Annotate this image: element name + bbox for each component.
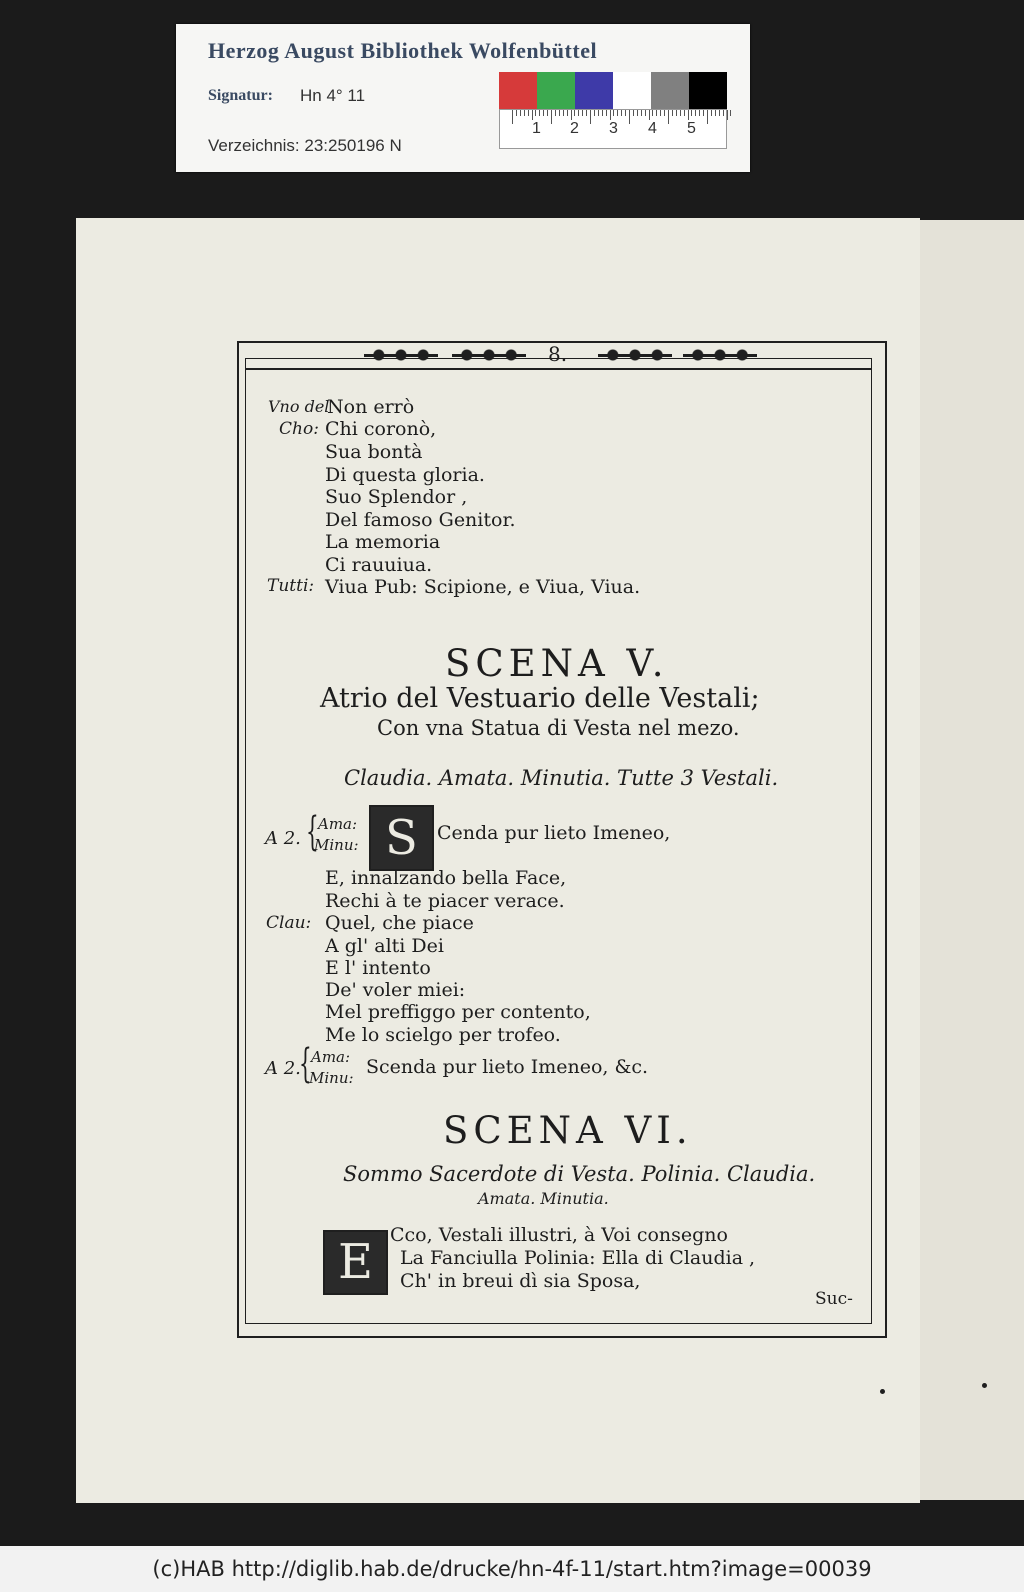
ruler-tick bbox=[707, 110, 708, 124]
verse-line: Del famoso Genitor. bbox=[325, 509, 516, 531]
ornament-icon bbox=[364, 344, 438, 366]
ruler-tick bbox=[582, 110, 583, 116]
speaker-label: Tutti: bbox=[267, 576, 315, 596]
ruler-tick bbox=[668, 110, 669, 124]
ornament-icon bbox=[683, 344, 757, 366]
verse-line: Chi coronò, bbox=[325, 418, 437, 440]
scale-number: 3 bbox=[609, 120, 618, 137]
ruler-tick bbox=[727, 110, 728, 120]
speaker-label: Minu: bbox=[309, 1069, 354, 1087]
ruler-tick bbox=[551, 110, 552, 124]
scale-number: 1 bbox=[532, 120, 541, 137]
ruler-tick bbox=[676, 110, 677, 116]
scene-title: SCENA V. bbox=[445, 642, 669, 685]
ruler-tick bbox=[578, 110, 579, 116]
ruler-tick bbox=[594, 110, 595, 116]
ruler-tick bbox=[571, 110, 572, 120]
ruler-tick bbox=[539, 110, 540, 116]
ruler-tick bbox=[574, 110, 575, 116]
ruler-tick bbox=[629, 110, 630, 124]
ruler-tick bbox=[691, 110, 692, 116]
speaker-label: Ama: bbox=[318, 815, 358, 833]
decorated-initial-s: S bbox=[369, 805, 434, 871]
ruler-tick bbox=[543, 110, 544, 116]
scene-subtitle: Atrio del Vestuario delle Vestali; bbox=[320, 683, 760, 714]
ruler-tick bbox=[606, 110, 607, 116]
ornament-icon bbox=[452, 344, 526, 366]
facing-page-edge bbox=[920, 220, 1024, 1500]
header-rule bbox=[245, 368, 872, 370]
swatch-blue bbox=[575, 72, 613, 109]
ruler-tick bbox=[512, 110, 513, 124]
scene-characters: Claudia. Amata. Minutia. Tutte 3 Vestali. bbox=[344, 766, 779, 790]
ruler-tick bbox=[563, 110, 564, 116]
ruler-tick bbox=[613, 110, 614, 116]
ruler-tick bbox=[535, 110, 536, 116]
ruler-tick bbox=[688, 110, 689, 120]
color-calibration-swatches bbox=[499, 72, 727, 109]
ruler-tick bbox=[703, 110, 704, 116]
swatch-black bbox=[689, 72, 727, 109]
ruler-tick bbox=[637, 110, 638, 116]
decorated-initial-e: E bbox=[323, 1230, 388, 1295]
signatur-value: Hn 4° 11 bbox=[300, 86, 366, 105]
ruler-tick bbox=[664, 110, 665, 116]
verse-line: Mel preffiggo per contento, bbox=[325, 1001, 591, 1023]
ruler-tick bbox=[625, 110, 626, 116]
swatch-white bbox=[613, 72, 651, 109]
speaker-label: Cho: bbox=[279, 419, 319, 439]
ruler-tick bbox=[649, 110, 650, 120]
ruler-tick bbox=[695, 110, 696, 116]
ruler-tick bbox=[660, 110, 661, 116]
verse-line: De' voler miei: bbox=[325, 979, 466, 1001]
verse-line: A gl' alti Dei bbox=[325, 935, 444, 957]
verse-line: E, innalzando bella Face, bbox=[325, 867, 567, 889]
speaker-label: A 2. bbox=[265, 828, 301, 849]
library-name: Herzog August Bibliothek Wolfenbüttel bbox=[208, 38, 598, 63]
speaker-label: A 2. bbox=[265, 1058, 301, 1079]
ruler-tick bbox=[723, 110, 724, 116]
speaker-label: Ama: bbox=[311, 1048, 351, 1066]
verse-line: La Fanciulla Polinia: Ella di Claudia , bbox=[400, 1247, 756, 1269]
ruler-tick bbox=[520, 110, 521, 116]
verse-line: La memoria bbox=[325, 531, 441, 553]
swatch-green bbox=[537, 72, 575, 109]
ruler-tick bbox=[567, 110, 568, 116]
verse-line: Di questa gloria. bbox=[325, 464, 485, 486]
verse-line: Me lo scielgo per trofeo. bbox=[325, 1024, 561, 1046]
ruler-tick bbox=[715, 110, 716, 116]
ruler-tick bbox=[590, 110, 591, 124]
ruler-tick bbox=[699, 110, 700, 116]
ruler-tick bbox=[719, 110, 720, 116]
scale-number: 2 bbox=[570, 120, 579, 137]
ruler-tick bbox=[672, 110, 673, 116]
ruler-tick bbox=[516, 110, 517, 116]
scale-number: 4 bbox=[648, 120, 657, 137]
ruler-tick bbox=[656, 110, 657, 116]
scene-setting: Con vna Statua di Vesta nel mezo. bbox=[377, 716, 740, 740]
ruler-tick bbox=[559, 110, 560, 116]
verse-line: Quel, che piace bbox=[325, 912, 474, 934]
swatch-red bbox=[499, 72, 537, 109]
copyright-footer: (c)HAB http://diglib.hab.de/drucke/hn-4f-11/start.htm?image=00039 bbox=[0, 1546, 1024, 1592]
verse-line: Cenda pur lieto Imeneo, bbox=[437, 822, 671, 844]
signatur-label: Signatur: bbox=[208, 87, 273, 104]
scene-characters: Sommo Sacerdote di Vesta. Polinia. Claudia. bbox=[343, 1162, 816, 1186]
ruler-tick bbox=[641, 110, 642, 116]
verse-line: Ci rauuiua. bbox=[325, 554, 433, 576]
verse-line: Viua Pub: Scipione, e Viua, Viua. bbox=[325, 576, 641, 598]
verse-line: Cco, Vestali illustri, à Voi consegno bbox=[390, 1224, 728, 1246]
ornament-icon bbox=[598, 344, 672, 366]
ruler-tick bbox=[684, 110, 685, 116]
scale-number: 5 bbox=[687, 120, 696, 137]
verse-line: Non errò bbox=[327, 396, 415, 418]
ruler-tick bbox=[645, 110, 646, 116]
verse-line: E l' intento bbox=[325, 957, 431, 979]
verse-line: Ch' in breui dì sia Sposa, bbox=[400, 1270, 641, 1292]
speaker-label: Minu: bbox=[314, 836, 359, 854]
ruler-tick bbox=[524, 110, 525, 116]
ruler-tick bbox=[652, 110, 653, 116]
ruler-tick bbox=[586, 110, 587, 116]
speaker-label: Clau: bbox=[266, 913, 312, 933]
scene-characters: Amata. Minutia. bbox=[478, 1189, 609, 1208]
ruler-tick bbox=[621, 110, 622, 116]
page-number: 8. bbox=[548, 342, 568, 366]
verse-line: Scenda pur lieto Imeneo, &c. bbox=[366, 1056, 649, 1078]
ruler-tick bbox=[680, 110, 681, 116]
ruler-tick bbox=[711, 110, 712, 116]
verse-line: Sua bontà bbox=[325, 441, 423, 463]
measurement-scale bbox=[499, 109, 727, 149]
ruler-tick bbox=[555, 110, 556, 116]
ruler-tick bbox=[528, 110, 529, 116]
ruler-tick bbox=[610, 110, 611, 120]
catchword: Suc- bbox=[815, 1289, 853, 1309]
ruler-tick bbox=[602, 110, 603, 116]
ink-spot bbox=[880, 1389, 885, 1394]
speaker-label: Vno del bbox=[268, 397, 330, 416]
swatch-gray bbox=[651, 72, 689, 109]
ruler-tick bbox=[598, 110, 599, 116]
library-label-card bbox=[176, 24, 750, 172]
brace-icon: { bbox=[306, 809, 319, 855]
verzeichnis: Verzeichnis: 23:250196 N bbox=[208, 136, 402, 155]
ruler-tick bbox=[730, 110, 731, 116]
ruler-tick bbox=[617, 110, 618, 116]
ruler-tick bbox=[547, 110, 548, 116]
ruler-tick bbox=[633, 110, 634, 116]
verse-line: Suo Splendor , bbox=[325, 486, 468, 508]
brace-icon: { bbox=[299, 1041, 312, 1087]
ink-spot bbox=[982, 1383, 987, 1388]
scene-title: SCENA VI. bbox=[443, 1109, 693, 1152]
ruler-tick bbox=[532, 110, 533, 120]
verse-line: Rechi à te piacer verace. bbox=[325, 890, 565, 912]
